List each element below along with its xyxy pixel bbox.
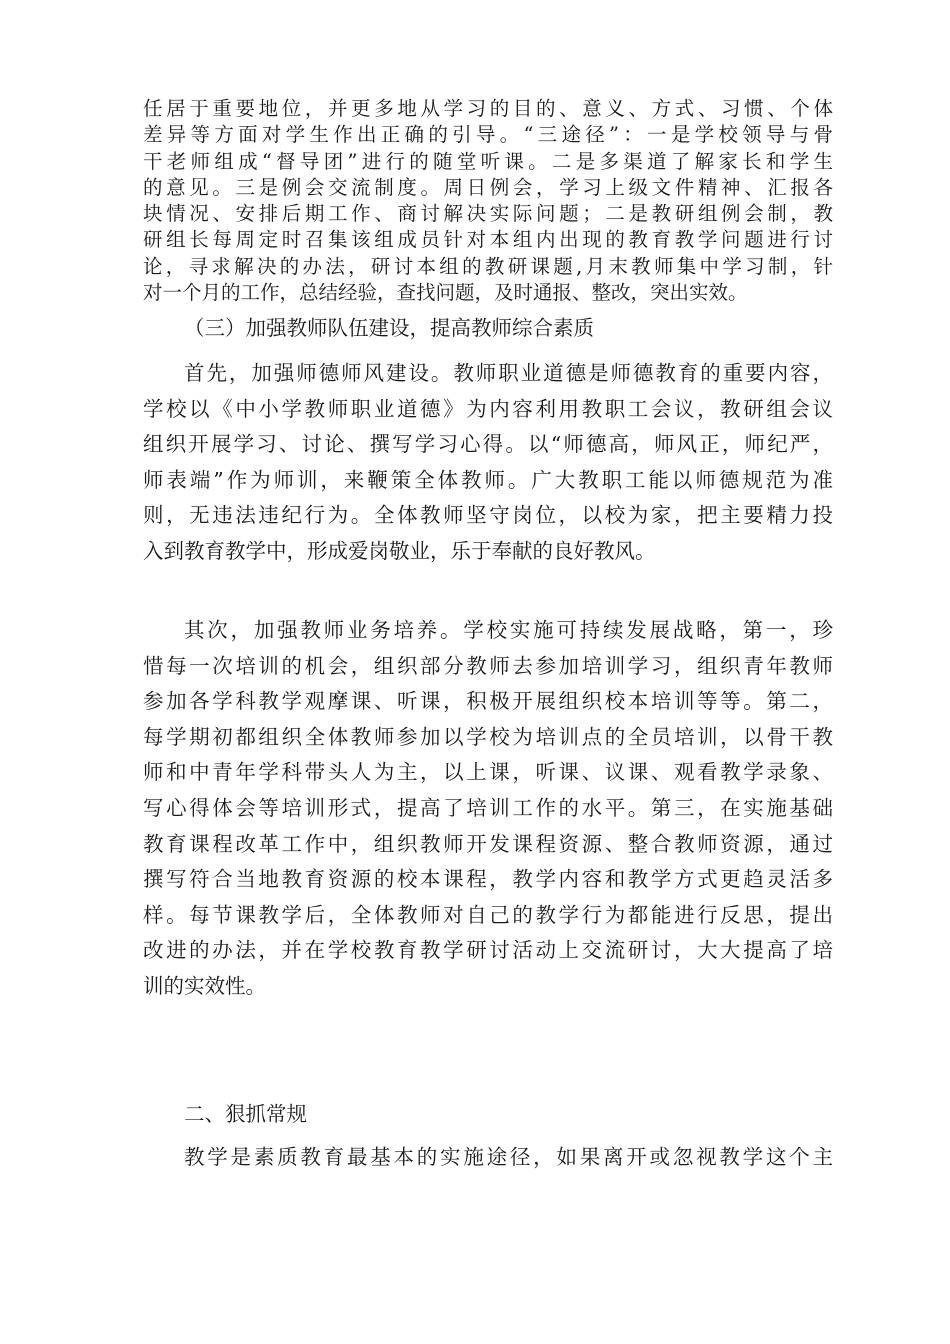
text-line: 任居于重要地位，并更多地从学习的目的、意义、方式、习惯、个体 <box>143 97 833 120</box>
text-line: 改进的办法，并在学校教育教学研讨活动上交流研讨，大大提高了培 <box>143 938 833 963</box>
paragraph-continued <box>143 96 833 306</box>
text-line: 论，寻求解决的办法，研讨本组的教研课题,月末教师集中学习制，针 <box>143 254 833 278</box>
text-line: 教学是素质教育最基本的实施途径，如果离开或忽视教学这个主 <box>184 1145 833 1169</box>
text-line: 训的实效性。 <box>143 973 266 998</box>
paragraph-teacher-training <box>143 613 833 1005</box>
text-line: 撰写符合当地教育资源的校本课程，教学内容和教学方式更趋灵活多 <box>143 867 833 892</box>
text-line: 入到教育教学中，形成爱岗敬业，乐于奉献的良好教风。 <box>143 538 656 563</box>
text-line: 干老师组成“督导团”进行的随堂听课。二是多渠道了解家长和学生 <box>143 149 833 173</box>
paragraph-teaching <box>143 1140 833 1176</box>
text-line: 师和中青年学科带头人为主，以上课，听课、议课、观看教学录象、 <box>143 760 833 785</box>
text-line: 样。每节课教学后，全体教师对自己的教学行为都能进行反思，提出 <box>143 902 833 927</box>
text-line: 对一个月的工作，总结经验，查找问题，及时通报、整改，突出实效。 <box>143 281 748 305</box>
text-line: 则，无违法违纪行为。全体教师坚守岗位，以校为家，把主要精力投 <box>143 503 833 528</box>
text-line: 每学期初都组织全体教师参加以学校为培训点的全员培训，以骨干教 <box>143 724 833 749</box>
text-line: 惜每一次培训的机会，组织部分教师去参加培训学习，组织青年教师 <box>143 653 833 678</box>
section-heading-3: （三）加强教师队伍建设，提高教师综合素质 <box>184 316 594 340</box>
text-line: 其次，加强教师业务培养。学校实施可持续发展战略，第一，珍 <box>184 618 833 642</box>
text-line: 首先，加强师德师风建设。教师职业道德是师德教育的重要内容， <box>184 361 833 385</box>
text-line: 块情况、安排后期工作、商讨解决实际问题；二是教研组例会制，教 <box>143 202 833 226</box>
text-line: 师表端”作为师训，来鞭策全体教师。广大教职工能以师德规范为准 <box>143 467 833 492</box>
text-line: 学校以《中小学教师职业道德》为内容利用教职工会议，教研组会议 <box>143 396 833 421</box>
text-line: 的意见。三是例会交流制度。周日例会，学习上级文件精神、汇报各 <box>143 175 833 199</box>
section-heading-2: 二、狠抓常规 <box>184 1102 307 1126</box>
text-line: 写心得体会等培训形式，提高了培训工作的水平。第三，在实施基础 <box>143 795 833 820</box>
text-line: 差异等方面对学生作出正确的引导。“三途径”：一是学校领导与骨 <box>143 123 833 147</box>
text-line: 教育课程改革工作中，组织教师开发课程资源、整合教师资源，通过 <box>143 831 833 856</box>
text-line: 研组长每周定时召集该组成员针对本组内出现的教育教学问题进行讨 <box>143 228 833 252</box>
text-line: 参加各学科教学观摩课、听课，积极开展组织校本培训等等。第二， <box>143 689 833 714</box>
text-line: 组织开展学习、讨论、撰写学习心得。以“师德高，师风正，师纪严， <box>143 432 833 457</box>
paragraph-teacher-ethics <box>143 356 833 570</box>
